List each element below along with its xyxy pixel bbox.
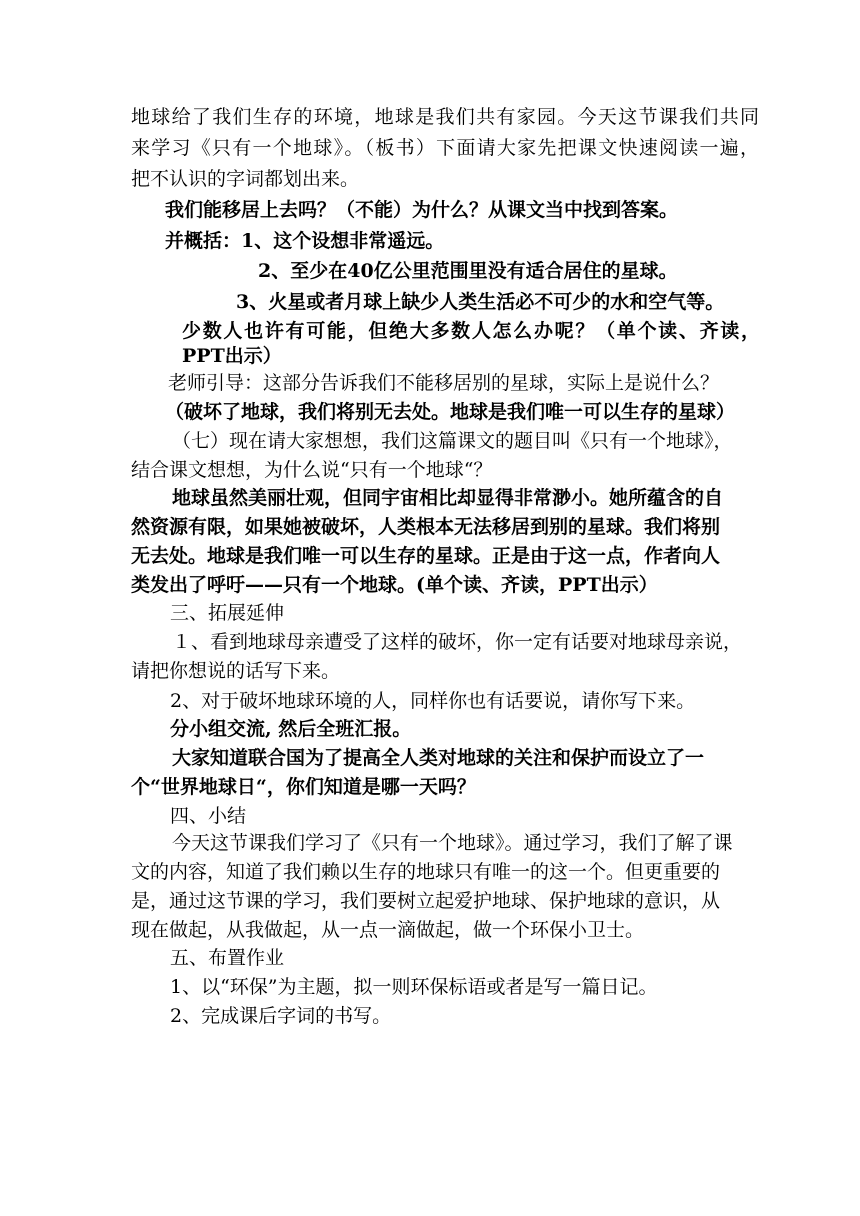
paragraph-line: （七）现在请大家想想，我们这篇课文的题目叫《只有一个地球》， bbox=[172, 430, 733, 452]
paragraph-line: 文的内容，知道了我们赖以生存的地球只有唯一的这一个。但更重要的 bbox=[131, 861, 721, 883]
paragraph-line: 请把你想说的话写下来。 bbox=[131, 660, 341, 682]
paragraph-line: PPT出示） bbox=[182, 345, 282, 367]
paragraph-line: 2、完成课后字词的书写。 bbox=[170, 1005, 392, 1027]
paragraph-line: 老师引导：这部分告诉我们不能移居别的星球，实际上是说什么？ bbox=[168, 372, 720, 394]
section-heading: 四、小结 bbox=[170, 805, 247, 827]
answer-line: （破坏了地球，我们将别无去处。地球是我们唯一可以生存的星球） bbox=[165, 401, 736, 423]
paragraph-line: 个“世界地球日“，你们知道是哪一天吗？ bbox=[131, 776, 476, 798]
paragraph-line: 类发出了呼吁——只有一个地球。(单个读、齐读，PPT出示） bbox=[131, 574, 658, 596]
paragraph-line: １、看到地球母亲遭受了这样的破坏，你一定有话要对地球母亲说， bbox=[172, 631, 743, 653]
paragraph-line: 大家知道联合国为了提高全人类对地球的关注和保护而设立了一 bbox=[172, 747, 705, 769]
paragraph-line: 分小组交流, 然后全班汇报。 bbox=[170, 718, 412, 740]
section-heading: 五、布置作业 bbox=[170, 947, 285, 969]
paragraph-line: 结合课文想想，为什么说“只有一个地球“？ bbox=[131, 459, 493, 481]
summary-point: 3、火星或者月球上缺少人类生活必不可少的水和空气等。 bbox=[236, 291, 725, 313]
paragraph-line: 2、对于破坏地球环境的人，同样你也有话要说，请你写下来。 bbox=[170, 690, 696, 712]
summary-line: 并概括：1、这个设想非常遥远。 bbox=[165, 230, 445, 252]
paragraph-line: 地球给了我们生存的环境，地球是我们共有家园。今天这节课我们共同 bbox=[131, 106, 761, 128]
paragraph-line: 然资源有限，如果她被破坏，人类根本无法移居到别的星球。我们将别 bbox=[131, 516, 721, 538]
paragraph-line: 无去处。地球是我们唯一可以生存的星球。正是由于这一点，作者向人 bbox=[131, 545, 721, 567]
paragraph-line: 1、以“环保”为主题，拟一则环保标语或者是写一篇日记。 bbox=[170, 976, 658, 998]
question-line: 我们能移居上去吗？（不能）为什么？从课文当中找到答案。 bbox=[165, 199, 679, 221]
paragraph-line: 今天这节课我们学习了《只有一个地球》。通过学习，我们了解了课 bbox=[172, 832, 733, 854]
paragraph-line: 来学习《只有一个地球》。（板书）下面请大家先把课文快速阅读一遍， bbox=[131, 137, 761, 159]
paragraph-line: 是，通过这节课的学习，我们要树立起爱护地球、保护地球的意识，从 bbox=[131, 890, 721, 912]
paragraph-line: 把不认识的字词都划出来。 bbox=[131, 168, 360, 190]
paragraph-line: 少数人也许有可能，但绝大多数人怎么办呢？（单个读、齐读， bbox=[182, 320, 762, 342]
summary-point: 2、至少在40亿公里范围里没有适合居住的星球。 bbox=[258, 260, 678, 282]
paragraph-line: 现在做起，从我做起，从一点一滴做起，做一个环保小卫士。 bbox=[131, 919, 645, 941]
paragraph-line: 地球虽然美丽壮观，但同宇宙相比却显得非常渺小。她所蕴含的自 bbox=[172, 487, 724, 509]
section-heading: 三、拓展延伸 bbox=[170, 602, 285, 624]
